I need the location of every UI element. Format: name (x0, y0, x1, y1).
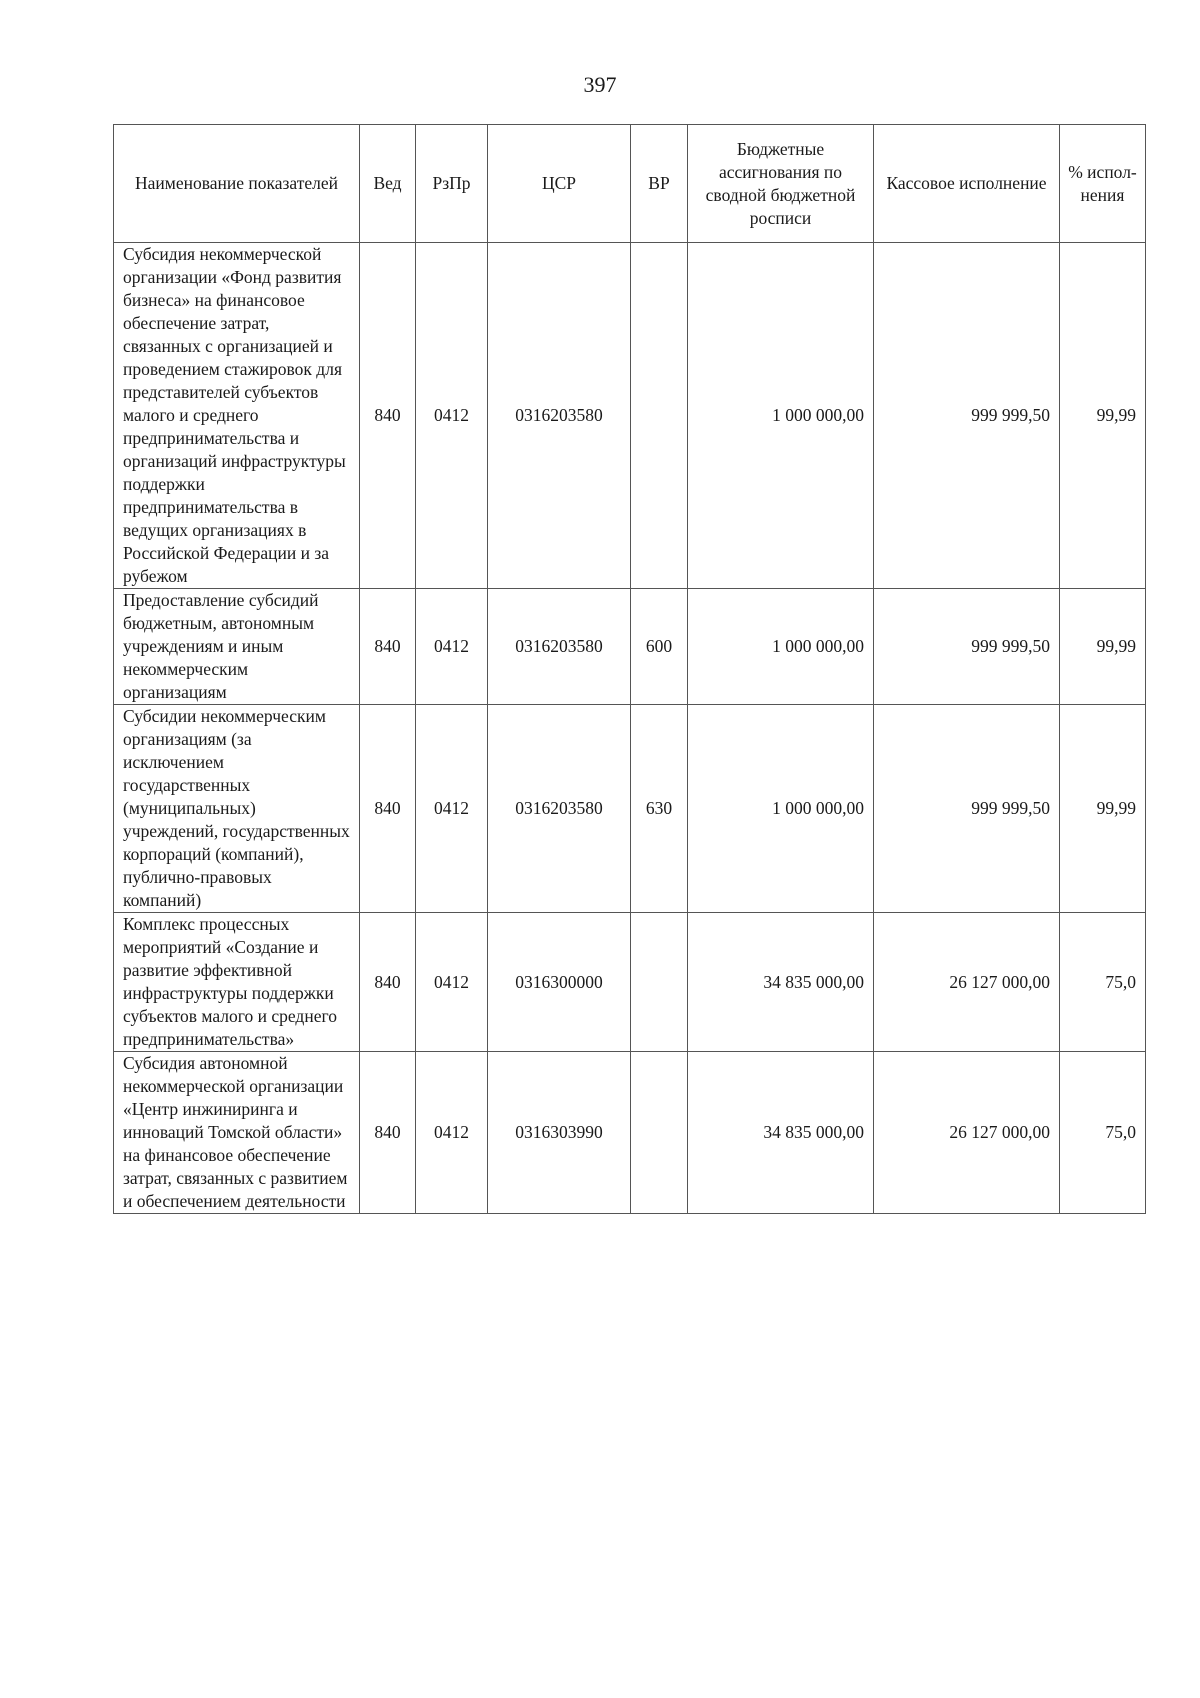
cell-allocations: 1 000 000,00 (688, 243, 874, 589)
cell-ved: 840 (360, 589, 416, 705)
cell-rzpr: 0412 (416, 589, 488, 705)
cell-cash: 26 127 000,00 (874, 1052, 1060, 1214)
cell-vr: 600 (631, 589, 688, 705)
header-percent: % испол-нения (1060, 125, 1146, 243)
cell-cash: 26 127 000,00 (874, 913, 1060, 1052)
cell-name: Субсидия автономной некоммерческой организации «Центр инжиниринга и инноваций Томской области» на финансовое обеспечение затрат, связанных с развитием и обеспечением деятельности (114, 1052, 360, 1214)
cell-ved: 840 (360, 705, 416, 913)
cell-vr (631, 1052, 688, 1214)
cell-percent: 75,0 (1060, 1052, 1146, 1214)
cell-csr: 0316203580 (488, 705, 631, 913)
cell-csr: 0316300000 (488, 913, 631, 1052)
cell-ved: 840 (360, 1052, 416, 1214)
cell-percent: 99,99 (1060, 243, 1146, 589)
cell-csr: 0316203580 (488, 243, 631, 589)
table-row (114, 705, 1146, 913)
cell-name: Субсидии некоммерческим организациям (за исключением государственных (муниципальных) учреждений, государственных корпораций (компаний), публично-правовых компаний) (114, 705, 360, 913)
table-row (114, 243, 1146, 589)
cell-csr: 0316303990 (488, 1052, 631, 1214)
header-rzpr: РзПр (416, 125, 488, 243)
cell-allocations: 34 835 000,00 (688, 913, 874, 1052)
table-row (114, 913, 1146, 1052)
cell-allocations: 1 000 000,00 (688, 589, 874, 705)
cell-vr (631, 243, 688, 589)
page-number: 397 (583, 72, 617, 97)
cell-allocations: 1 000 000,00 (688, 705, 874, 913)
cell-percent: 99,99 (1060, 589, 1146, 705)
header-name: Наименование показателей (114, 125, 360, 243)
cell-vr: 630 (631, 705, 688, 913)
cell-name: Предоставление субсидий бюджетным, автономным учреждениям и иным некоммерческим организациям (114, 589, 360, 705)
header-vr: ВР (631, 125, 688, 243)
table-row (114, 589, 1146, 705)
cell-csr: 0316203580 (488, 589, 631, 705)
cell-ved: 840 (360, 243, 416, 589)
table-header-row (114, 125, 1146, 243)
cell-cash: 999 999,50 (874, 589, 1060, 705)
cell-name: Субсидия некоммерческой организации «Фонд развития бизнеса» на финансовое обеспечение затрат, связанных с организацией и проведением стажировок для представителей субъектов малого и среднего предпринимательства и организаций инфраструктуры поддержки предпринимательства в ведущих организациях в Российской Федерации и за рубежом (114, 243, 360, 589)
header-cash: Кассовое исполнение (874, 125, 1060, 243)
header-allocations: Бюджетные ассигнования по сводной бюджетной росписи (688, 125, 874, 243)
header-ved: Вед (360, 125, 416, 243)
cell-rzpr: 0412 (416, 243, 488, 589)
cell-ved: 840 (360, 913, 416, 1052)
cell-rzpr: 0412 (416, 1052, 488, 1214)
cell-cash: 999 999,50 (874, 705, 1060, 913)
budget-table (113, 124, 1146, 1214)
header-csr: ЦСР (488, 125, 631, 243)
cell-rzpr: 0412 (416, 705, 488, 913)
cell-name: Комплекс процессных мероприятий «Создание и развитие эффективной инфраструктуры поддержки субъектов малого и среднего предпринимательства» (114, 913, 360, 1052)
cell-percent: 75,0 (1060, 913, 1146, 1052)
cell-allocations: 34 835 000,00 (688, 1052, 874, 1214)
cell-cash: 999 999,50 (874, 243, 1060, 589)
cell-percent: 99,99 (1060, 705, 1146, 913)
cell-vr (631, 913, 688, 1052)
table-row (114, 1052, 1146, 1214)
cell-rzpr: 0412 (416, 913, 488, 1052)
